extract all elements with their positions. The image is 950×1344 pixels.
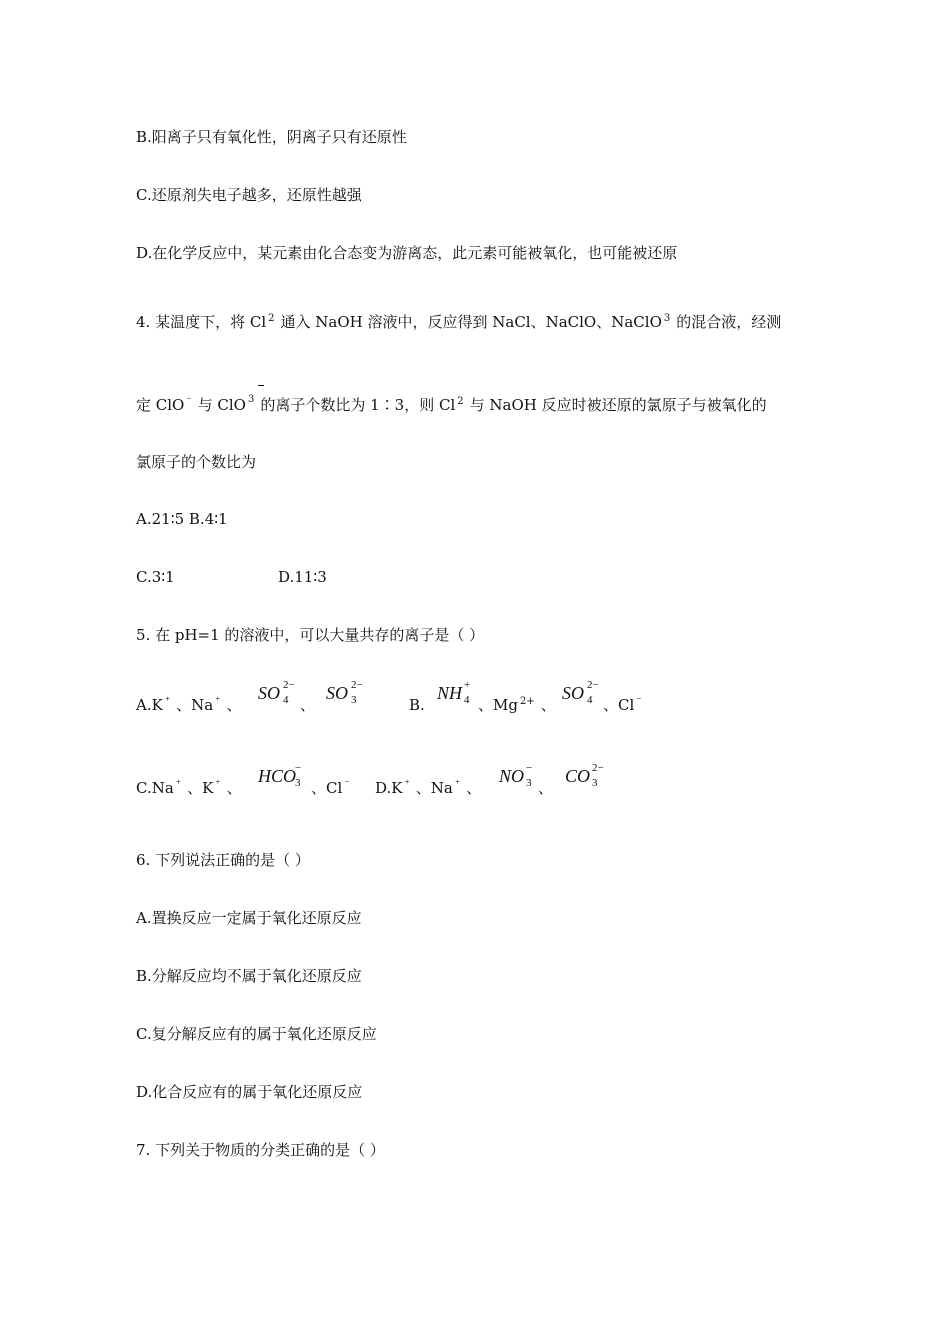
- q5-a-k-plus: ⁺: [164, 696, 171, 707]
- q3-option-b: B.阳离子只有氧化性，阴离子只有还原性: [136, 128, 407, 146]
- q4-text-b: 通入 NaOH 溶液中，反应得到 NaCl、NaClO、NaClO: [280, 313, 662, 331]
- q4-text-a: 4. 某温度下，将 Cl: [136, 313, 267, 331]
- q4-text-c: 的混合液，经测: [676, 313, 782, 331]
- q4-option-c: C.3∶1: [136, 568, 175, 586]
- q5-d-label: D.K: [375, 779, 403, 797]
- q5-a-sep2: 、: [300, 696, 316, 714]
- q3-option-c: C.还原剂失电子越多，还原性越强: [136, 186, 362, 204]
- formula-nh4-b: NH 4 +: [437, 679, 471, 706]
- q7-stem: 7. 下列关于物质的分类正确的是（ ）: [136, 1141, 385, 1159]
- q6-option-a: A.置换反应一定属于氧化还原反应: [136, 909, 362, 927]
- q5-a-na-plus: ⁺: [215, 696, 221, 707]
- q5-b-label: B.: [409, 696, 425, 714]
- q5-a-sep: 、: [226, 696, 242, 714]
- formula-so3-a: SO 3 2−: [326, 679, 363, 706]
- q4-sub-3: 3: [663, 313, 671, 324]
- formula-no3-d: NO 3 −: [499, 762, 533, 789]
- q5-stem: 5. 在 pH=1 的溶液中，可以大量共存的离子是（ ）: [136, 626, 485, 644]
- q4-options-ab: A.21∶5 B.4∶1: [136, 510, 228, 528]
- q5-b-mg-2plus: 2+: [519, 696, 535, 707]
- formula-so4-b: SO 4 2−: [562, 679, 599, 706]
- q4-sub-2: 2: [268, 313, 275, 324]
- q4-line2-c: 的离子个数比为 1∶3，则 Cl: [260, 396, 456, 414]
- q6-option-d: D.化合反应有的属于氧化还原反应: [136, 1083, 363, 1101]
- q5-a-label: A.K: [136, 696, 163, 714]
- formula-hco3-c: HCO 3 −: [258, 762, 302, 789]
- q5-a-na: 、Na: [176, 696, 214, 714]
- q5-c-label: C.Na: [136, 779, 174, 797]
- q4-line2-b: 与 ClO: [197, 396, 246, 414]
- q4-line2-a: 定 ClO: [136, 396, 185, 414]
- q5-b-cl-minus: ⁻: [636, 696, 642, 707]
- q4-stem-line3: 氯原子的个数比为: [136, 453, 257, 471]
- q4-line2-d: 与 NaOH 反应时被还原的氯原子与被氧化的: [469, 396, 767, 414]
- q5-b-cl: 、Cl ⁻: [603, 696, 642, 714]
- q4-sub-2b: 2: [457, 396, 464, 407]
- q5-option-c: C.Na ⁺ 、K ⁺ 、: [136, 779, 242, 797]
- q3-option-d: D.在化学反应中，某元素由化合态变为游离态，此元素可能被氧化，也可能被还原: [136, 244, 678, 262]
- q4-stem-line2: [136, 395, 767, 418]
- q4-stem-line1: [136, 312, 781, 335]
- q6-option-c: C.复分解反应有的属于氧化还原反应: [136, 1025, 377, 1043]
- q5-b-mg: 、Mg $^{2+}$ 、: [478, 696, 556, 714]
- q5-d-sep: 、: [538, 779, 554, 797]
- q4-minus: ⁻: [186, 396, 192, 407]
- q4-option-d: D.11∶3: [278, 568, 327, 586]
- q4-sub-3b: 3: [247, 394, 255, 405]
- q6-option-b: B.分解反应均不属于氧化还原反应: [136, 967, 362, 985]
- formula-co3-d: CO 3 2−: [565, 762, 604, 789]
- q5-option-d: D.K ⁺ 、Na ⁺ 、: [375, 779, 482, 797]
- formula-so4-a: SO 4 2−: [258, 679, 295, 706]
- q4-overline-minus: [258, 385, 264, 386]
- q5-option-a: [136, 695, 241, 718]
- q5-c-cl: 、Cl ⁻: [311, 779, 350, 797]
- q6-stem: 6. 下列说法正确的是（ ）: [136, 851, 310, 869]
